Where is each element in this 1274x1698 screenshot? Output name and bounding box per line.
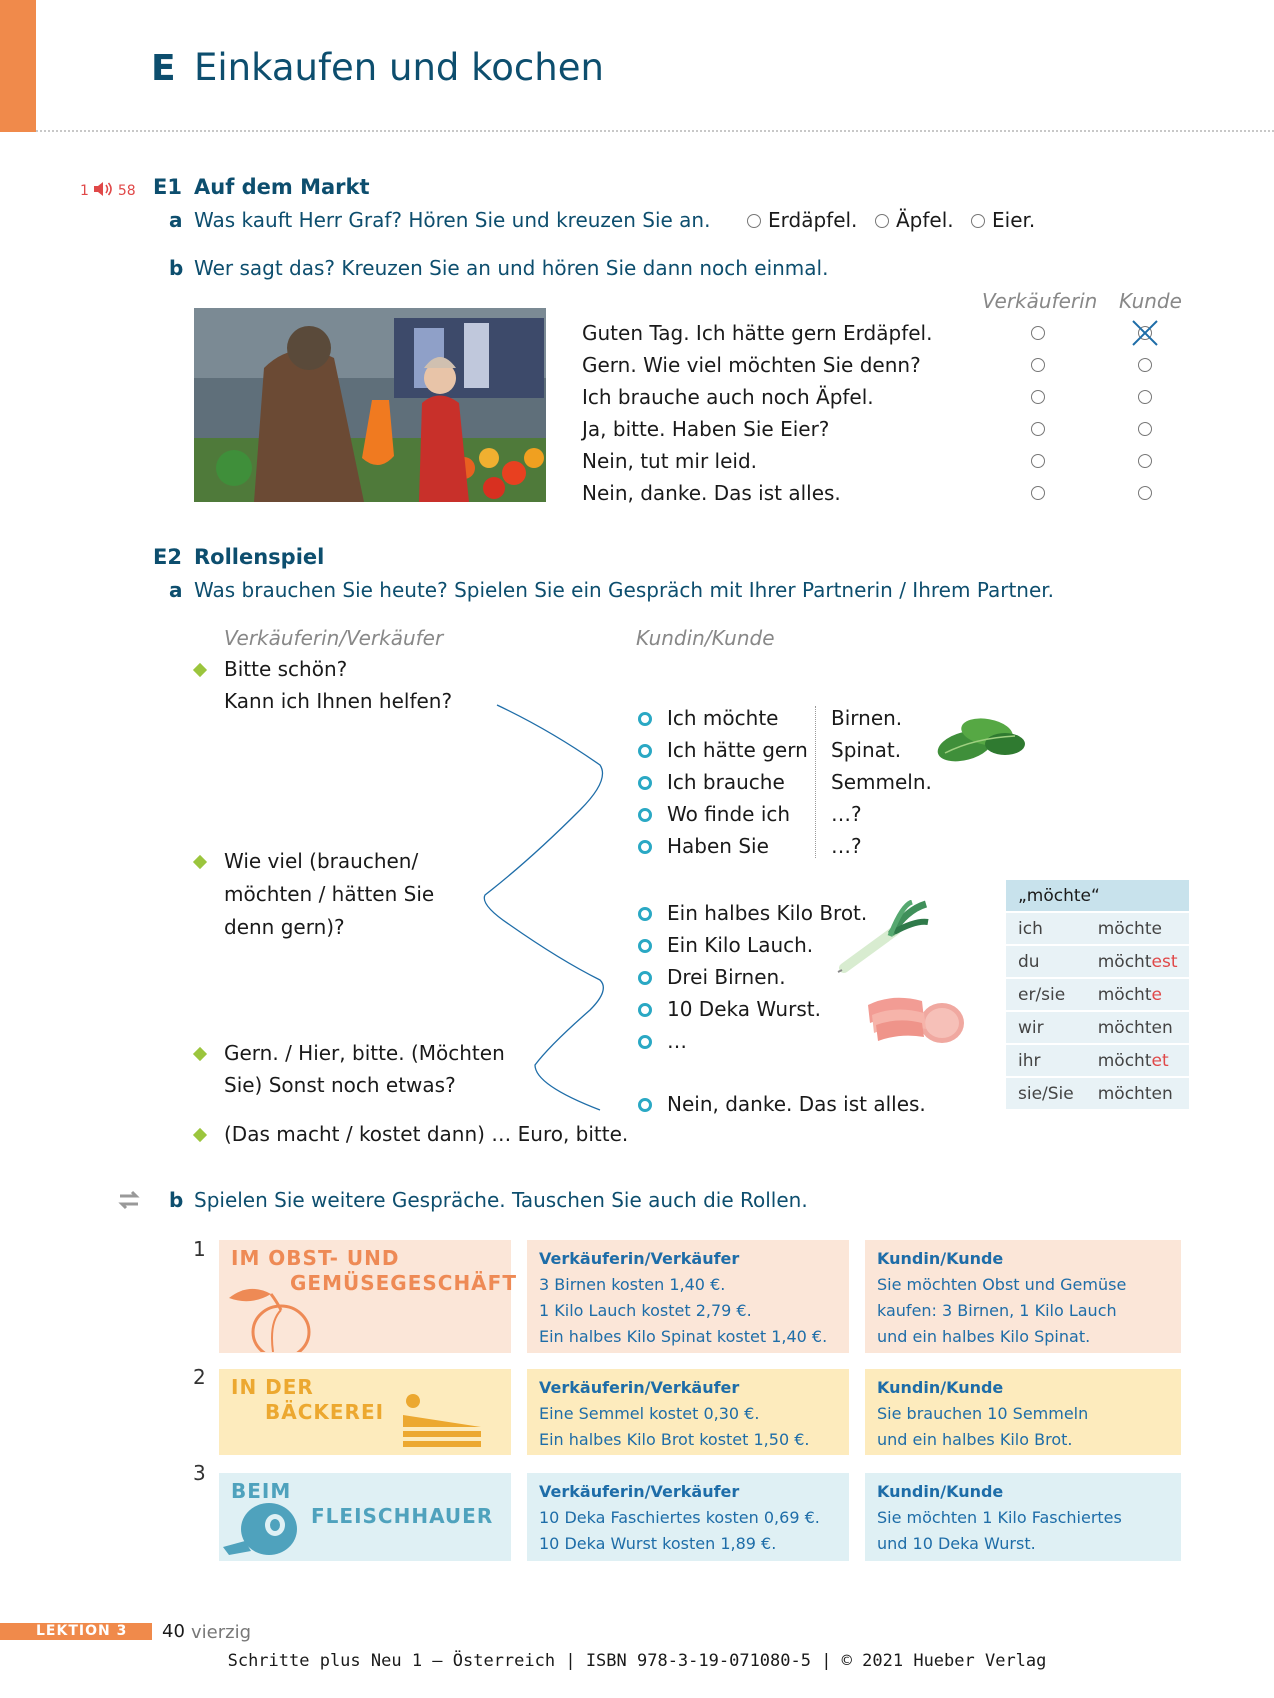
- cross-mark-icon: [1130, 318, 1160, 348]
- customer-amount: 10 Deka Wurst.: [667, 997, 821, 1021]
- seller-checkbox[interactable]: [1031, 422, 1045, 436]
- e1-code: E1: [153, 175, 182, 199]
- scenario-number: 2: [193, 1365, 206, 1389]
- customer-phrase: Ich brauche: [667, 770, 785, 794]
- conj-verb: möchtest: [1086, 945, 1190, 978]
- conjugation-title: „möchte“: [1006, 880, 1189, 912]
- e2-title: Rollenspiel: [194, 545, 325, 569]
- customer-amount: …: [667, 1029, 687, 1053]
- e1b-instruction: Wer sagt das? Kreuzen Sie an und hören Sie dann noch einmal.: [194, 256, 829, 280]
- sausage-illustration: [862, 985, 966, 1047]
- dialogue-line: Ich brauche auch noch Äpfel.: [582, 385, 874, 409]
- e1a-letter: a: [169, 208, 183, 232]
- speaker-icon: [93, 181, 113, 197]
- seller-bullet: [193, 663, 207, 677]
- seller-card-heading: Verkäuferin/Verkäufer: [539, 1482, 740, 1501]
- seller-card: [527, 1240, 849, 1353]
- customer-phrase: Ich möchte: [667, 706, 779, 730]
- conjugation-row: [1006, 945, 1189, 978]
- customer-item: …?: [831, 834, 862, 858]
- category-title-line2: GEMÜSEGESCHÄFT: [290, 1271, 517, 1295]
- seller-checkbox[interactable]: [1031, 486, 1045, 500]
- option-checkbox[interactable]: [747, 214, 761, 228]
- seller-checkbox[interactable]: [1031, 326, 1045, 340]
- track-cd-number: 1: [80, 183, 89, 199]
- scenario-category-box: [219, 1369, 511, 1455]
- conj-pronoun: ich: [1006, 912, 1086, 945]
- option-label: Äpfel.: [896, 208, 954, 232]
- customer-card: [865, 1240, 1181, 1353]
- seller-card-line: Ein halbes Kilo Brot kostet 1,50 €.: [539, 1430, 810, 1449]
- seller-heading: Verkäuferin/Verkäufer: [224, 626, 444, 650]
- dialogue-line: Nein, tut mir leid.: [582, 449, 758, 473]
- scenario-category-box: [219, 1240, 517, 1353]
- category-title-line1: IM OBST- UND: [231, 1246, 400, 1270]
- customer-bullet: [638, 939, 652, 953]
- conj-verb: möchten: [1086, 1077, 1190, 1110]
- category-title-line2: BÄCKEREI: [265, 1400, 385, 1424]
- customer-item: …?: [831, 802, 862, 826]
- lesson-label: LEKTION 3: [36, 1623, 128, 1639]
- customer-amount: Drei Birnen.: [667, 965, 786, 989]
- customer-checkbox[interactable]: [1138, 486, 1152, 500]
- customer-card-line: und 10 Deka Wurst.: [877, 1534, 1036, 1553]
- column-header-customer: Kunde: [1119, 289, 1182, 313]
- conj-verb: möchte: [1086, 978, 1190, 1011]
- copyright-line: Schritte plus Neu 1 – Österreich | ISBN 978-3-19-071080-5 | © 2021 Hueber Verlag: [227, 1651, 1047, 1671]
- option-checkbox[interactable]: [971, 214, 985, 228]
- customer-bullet: [638, 744, 652, 758]
- phrase-divider: [815, 706, 816, 858]
- page-title: Einkaufen und kochen: [194, 46, 604, 89]
- cake-icon: [399, 1391, 485, 1453]
- seller-bullet: [193, 855, 207, 869]
- e2a-letter: a: [169, 578, 183, 602]
- option-label: Eier.: [992, 208, 1036, 232]
- section-letter: E: [151, 48, 176, 89]
- swap-roles-icon: [116, 1188, 142, 1212]
- customer-phrase: Wo finde ich: [667, 802, 791, 826]
- fruit-icon: [225, 1282, 315, 1352]
- page-number: 40: [162, 1621, 185, 1642]
- customer-card-heading: Kundin/Kunde: [877, 1482, 1004, 1501]
- conj-pronoun: du: [1006, 945, 1086, 978]
- header-divider: [36, 130, 1274, 132]
- conj-pronoun: sie/Sie: [1006, 1077, 1086, 1110]
- scenario-number: 1: [193, 1237, 206, 1261]
- customer-checkbox[interactable]: [1138, 454, 1152, 468]
- e1b-letter: b: [169, 256, 184, 280]
- customer-end-line: Nein, danke. Das ist alles.: [667, 1092, 926, 1116]
- column-header-seller: Verkäuferin: [982, 289, 1098, 313]
- seller-line: Bitte schön?: [224, 657, 348, 681]
- customer-card-line: Sie möchten 1 Kilo Faschiertes: [877, 1508, 1122, 1527]
- seller-card: [527, 1369, 849, 1455]
- seller-card-line: Eine Semmel kostet 0,30 €.: [539, 1404, 760, 1423]
- customer-bullet: [638, 1003, 652, 1017]
- seller-line: Wie viel (brauchen/: [224, 849, 419, 873]
- customer-bullet: [638, 971, 652, 985]
- dialogue-line: Guten Tag. Ich hätte gern Erdäpfel.: [582, 321, 933, 345]
- dialogue-flow-line: [470, 700, 620, 1120]
- conjugation-row: [1006, 912, 1189, 945]
- seller-checkbox[interactable]: [1031, 390, 1045, 404]
- customer-card-heading: Kundin/Kunde: [877, 1378, 1004, 1397]
- seller-card: [527, 1473, 849, 1561]
- customer-bullet: [638, 1035, 652, 1049]
- seller-line: denn gern)?: [224, 915, 345, 939]
- customer-checkbox[interactable]: [1138, 390, 1152, 404]
- customer-checkbox[interactable]: [1138, 358, 1152, 372]
- e1a-instruction: Was kauft Herr Graf? Hören Sie und kreuzen Sie an.: [194, 208, 711, 232]
- leek-illustration: [836, 900, 932, 974]
- dialogue-line: Nein, danke. Das ist alles.: [582, 481, 841, 505]
- dialogue-line: Ja, bitte. Haben Sie Eier?: [582, 417, 830, 441]
- category-title-line1: IN DER: [231, 1375, 314, 1399]
- seller-bullet: [193, 1047, 207, 1061]
- scenario-number: 3: [193, 1461, 206, 1485]
- conjugation-row: [1006, 1044, 1189, 1077]
- conjugation-row: [1006, 1077, 1189, 1110]
- seller-card-line: 10 Deka Wurst kosten 1,89 €.: [539, 1534, 777, 1553]
- customer-amount: Ein Kilo Lauch.: [667, 933, 814, 957]
- header-accent-bar: [0, 0, 36, 132]
- seller-card-line: 10 Deka Faschiertes kosten 0,69 €.: [539, 1508, 820, 1527]
- customer-bullet: [638, 808, 652, 822]
- customer-card-line: und ein halbes Kilo Spinat.: [877, 1327, 1091, 1346]
- conj-verb: möchten: [1086, 1011, 1190, 1044]
- e1-title: Auf dem Markt: [194, 175, 370, 199]
- conj-verb: möchtet: [1086, 1044, 1190, 1077]
- scenario-category-box: [219, 1473, 511, 1561]
- option-checkbox[interactable]: [875, 214, 889, 228]
- customer-card: [865, 1473, 1181, 1561]
- customer-amount: Ein halbes Kilo Brot.: [667, 901, 868, 925]
- seller-checkbox[interactable]: [1031, 454, 1045, 468]
- seller-card-line: 3 Birnen kosten 1,40 €.: [539, 1275, 726, 1294]
- e2b-letter: b: [169, 1188, 184, 1212]
- conj-pronoun: er/sie: [1006, 978, 1086, 1011]
- category-title-line1: BEIM: [231, 1479, 292, 1503]
- e2a-instruction: Was brauchen Sie heute? Spielen Sie ein Gespräch mit Ihrer Partnerin / Ihrem Partner.: [194, 578, 1055, 602]
- customer-phrase: Haben Sie: [667, 834, 769, 858]
- seller-bullet: [193, 1128, 207, 1142]
- customer-card: [865, 1369, 1181, 1455]
- conjugation-row: [1006, 978, 1189, 1011]
- seller-card-line: 1 Kilo Lauch kostet 2,79 €.: [539, 1301, 752, 1320]
- e2-code: E2: [153, 545, 182, 569]
- customer-card-line: Sie brauchen 10 Semmeln: [877, 1404, 1089, 1423]
- seller-line: Gern. / Hier, bitte. (Möchten: [224, 1041, 505, 1065]
- seller-line: Sie) Sonst noch etwas?: [224, 1073, 456, 1097]
- conj-verb: möchte: [1086, 912, 1190, 945]
- customer-card-line: Sie möchten Obst und Gemüse: [877, 1275, 1127, 1294]
- customer-card-line: kaufen: 3 Birnen, 1 Kilo Lauch: [877, 1301, 1117, 1320]
- ham-icon: [221, 1497, 301, 1559]
- customer-item: Semmeln.: [831, 770, 932, 794]
- customer-bullet: [638, 1098, 652, 1112]
- conj-pronoun: ihr: [1006, 1044, 1086, 1077]
- customer-bullet: [638, 776, 652, 790]
- customer-heading: Kundin/Kunde: [636, 626, 775, 650]
- customer-bullet: [638, 840, 652, 854]
- seller-line: möchten / hätten Sie: [224, 882, 435, 906]
- customer-bullet: [638, 907, 652, 921]
- e2b-instruction: Spielen Sie weitere Gespräche. Tauschen Sie auch die Rollen.: [194, 1188, 808, 1212]
- seller-line: Kann ich Ihnen helfen?: [224, 689, 453, 713]
- category-title-line2: FLEISCHHAUER: [311, 1504, 494, 1528]
- conjugation-row: [1006, 1011, 1189, 1044]
- customer-item: Spinat.: [831, 738, 902, 762]
- customer-card-line: und ein halbes Kilo Brot.: [877, 1430, 1073, 1449]
- conjugation-table: [1006, 880, 1189, 1111]
- seller-card-heading: Verkäuferin/Verkäufer: [539, 1249, 740, 1268]
- customer-item: Birnen.: [831, 706, 903, 730]
- track-id: 58: [117, 183, 136, 199]
- seller-checkbox[interactable]: [1031, 358, 1045, 372]
- market-photo: [194, 308, 546, 502]
- customer-checkbox[interactable]: [1138, 422, 1152, 436]
- option-label: Erdäpfel.: [768, 208, 858, 232]
- spinach-illustration: [925, 708, 1029, 766]
- seller-card-heading: Verkäuferin/Verkäufer: [539, 1378, 740, 1397]
- dialogue-line: Gern. Wie viel möchten Sie denn?: [582, 353, 921, 377]
- page-number-word: vierzig: [191, 1622, 252, 1643]
- seller-card-line: Ein halbes Kilo Spinat kostet 1,40 €.: [539, 1327, 828, 1346]
- conj-pronoun: wir: [1006, 1011, 1086, 1044]
- audio-track[interactable]: [80, 181, 136, 199]
- customer-card-heading: Kundin/Kunde: [877, 1249, 1004, 1268]
- customer-phrase: Ich hätte gern: [667, 738, 808, 762]
- seller-line: (Das macht / kostet dann) … Euro, bitte.: [224, 1122, 629, 1146]
- customer-bullet: [638, 712, 652, 726]
